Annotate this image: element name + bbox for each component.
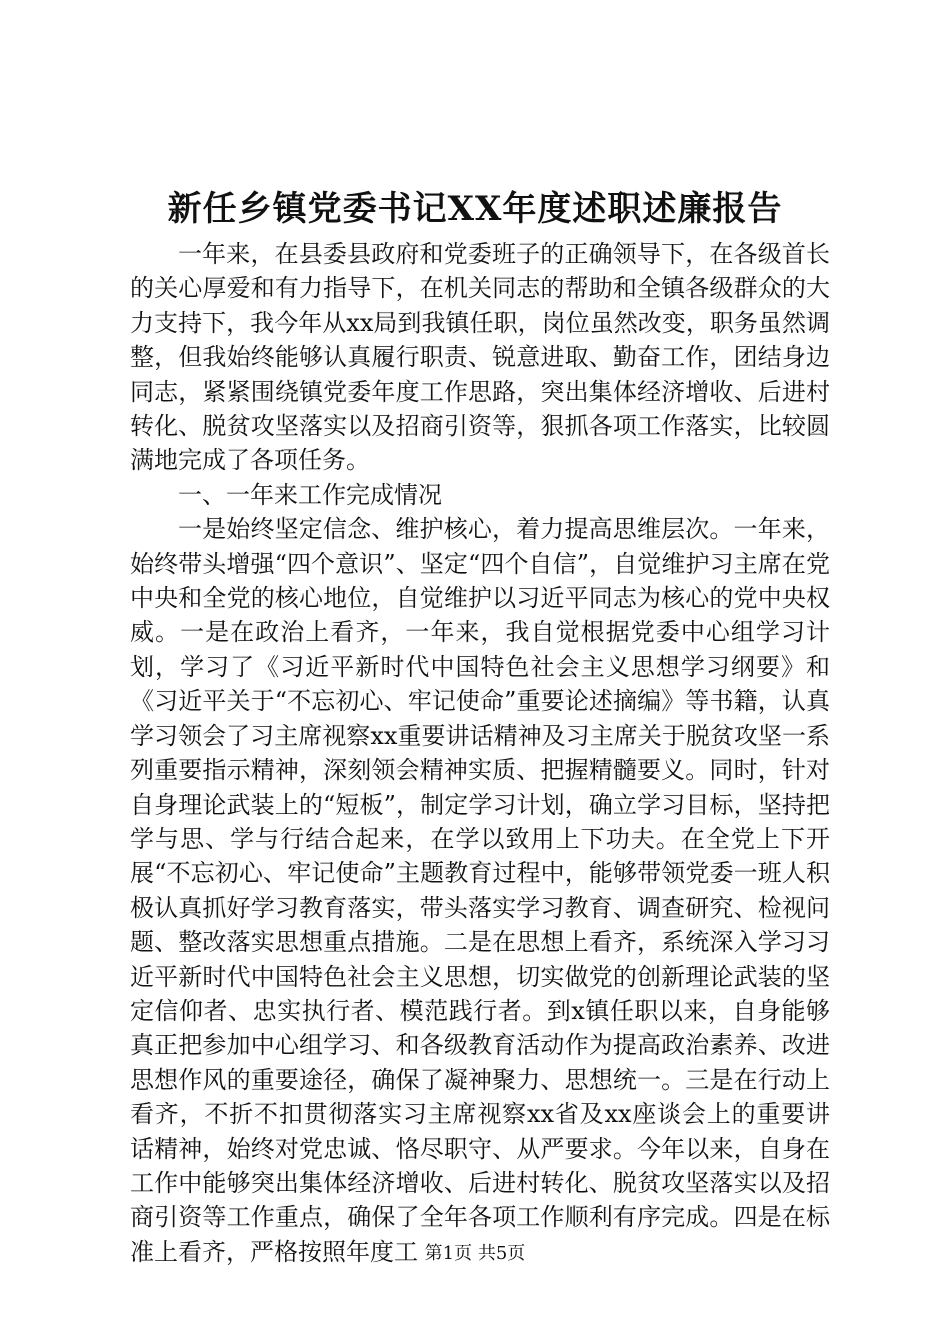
body-paragraph: 一是始终坚定信念、维护核心，着力提高思维层次。一年来，始终带头增强“四个意识”、坚定“四个自信”，自觉维护习主席在党中央和全党的核心地位，自觉维护以习近平同志为核心的党中央权威。一是在政治上看齐，一年来，我自觉根据党委中心组学习计划，学习了《习近平新时代中国特色社会主义思想学习纲要》和《习近平关于“不忘初心、牢记使命”重要论述摘编》等书籍，认真学习领会了习主席视察xx重要讲话精神及习主席关于脱贫攻坚一系列重要指示精神，深刻领会精神实质、把握精髓要义。同时，针对自身理论武装上的“短板”，制定学习计划，确立学习目标，坚持把学与思、学与行结合起来，在学以致用上下功夫。在全党上下开展“不忘初心、牢记使命”主题教育过程中，能够带领党委一班人积极认真抓好学习教育落实，带头落实学习教育、调查研究、检视问题、整改落实思想重点措施。二是在思想上看齐，系统深入学习习近平新时代中国特色社会主义思想，切实做党的创新理论武装的坚定信仰者、忠实执行者、模范践行者。到x镇任职以来，自身能够真正把参加中心组学习、和各级教育活动作为提高政治素养、改进思想作风的重要途径，确保了凝神聚力、思想统一。三是在行动上看齐，不折不扣贯彻落实习主席视察xx省及xx座谈会上的重要讲话精神，始终对党忠诚、恪尽职守、从严要求。今年以来，自身在工作中能够突出集体经济增收、后进村转化、脱贫攻坚落实以及招商引资等工作重点，确保了全年各项工作顺利有序完成。四是在标准上看齐，严格按照年度工 [130, 515, 830, 1266]
document-body [130, 237, 830, 1269]
document-title: 新任乡镇党委书记XX年度述职述廉报告 [167, 189, 783, 229]
intro-paragraph: 一年来，在县委县政府和党委班子的正确领导下，在各级首长的关心厚爱和有力指导下，在机关同志的帮助和全镇各级群众的大力支持下，我今年从xx局到我镇任职，岗位虽然改变，职务虽然调整，但我始终能够认真履行职责、锐意进取、勤奋工作，团结身边同志，紧紧围绕镇党委年度工作思路，突出集体经济增收、后进村转化、脱贫攻坚落实以及招商引资等，狠抓各项工作落实，比较圆满地完成了各项任务。 [130, 240, 830, 475]
section-heading: 一、一年来工作完成情况 [178, 480, 442, 509]
page-footer: 第1页 共5页 [424, 1243, 526, 1264]
